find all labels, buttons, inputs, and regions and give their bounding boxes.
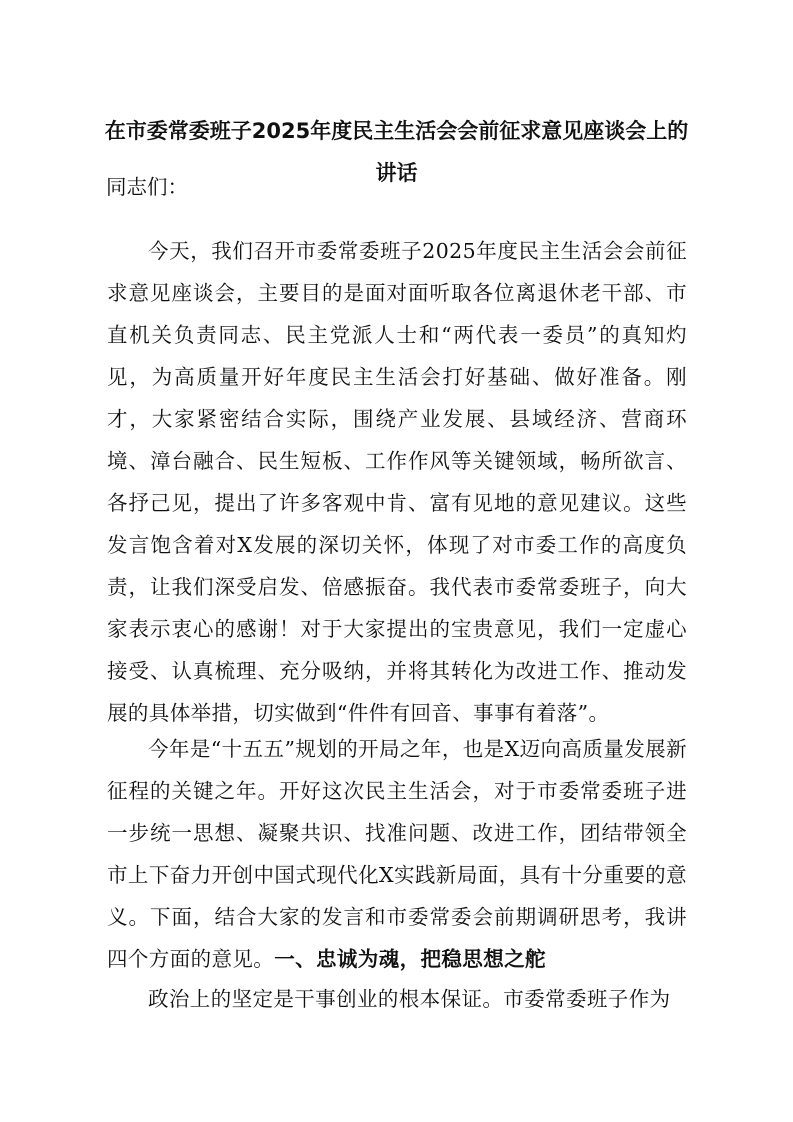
section-heading-1: 一、忠诚为魂，把稳思想之舵 (274, 947, 546, 971)
paragraph-significance-text: 今年是“十五五”规划的开局之年，也是X迈向高质量发展新征程的关键之年。开好这次民主生活会，对于市委常委班子进一步统一思想、凝聚共识、找准问题、改进工作，团结带领全市上下奋力开创中国式现代化X实践新局面，具有十分重要的意义。下面，结合大家的发言和市委常委会前期调研思考，我讲四个方面的意见。 (107, 737, 687, 971)
paragraph-section-1: 政治上的坚定是干事创业的根本保证。市委常委班子作为 (148, 987, 671, 1011)
paragraph-significance (107, 728, 687, 980)
document-title-line-1: 在市委常委班子2025年度民主生活会会前征求意见座谈会上的 (104, 119, 689, 143)
paragraph-opening: 今天，我们召开市委常委班子2025年度民主生活会会前征求意见座谈会，主要目的是面对面听取各位离退休老干部、市直机关负责同志、民主党派人士和“两代表一委员”的真知灼见，为高质量开好年度民主生活会打好基础、做好准备。刚才，大家紧密结合实际，围绕产业发展、县域经济、营商环境、漳台融合、民生短板、工作作风等关键领域，畅所欲言、各抒己见，提出了许多客观中肯、富有见地的意见建议。这些发言饱含着对X发展的深切关怀，体现了对市委工作的高度负责，让我们深受启发、倍感振奋。我代表市委常委班子，向大家表示衷心的感谢！对于大家提出的宝贵意见，我们一定虚心接受、认真梳理、充分吸纳，并将其转化为改进工作、推动发展的具体举措，切实做到“件件有回音、事事有着落”。 (107, 239, 687, 725)
salutation: 同志们： (106, 175, 188, 199)
document-title-line-2: 讲话 (375, 161, 418, 185)
